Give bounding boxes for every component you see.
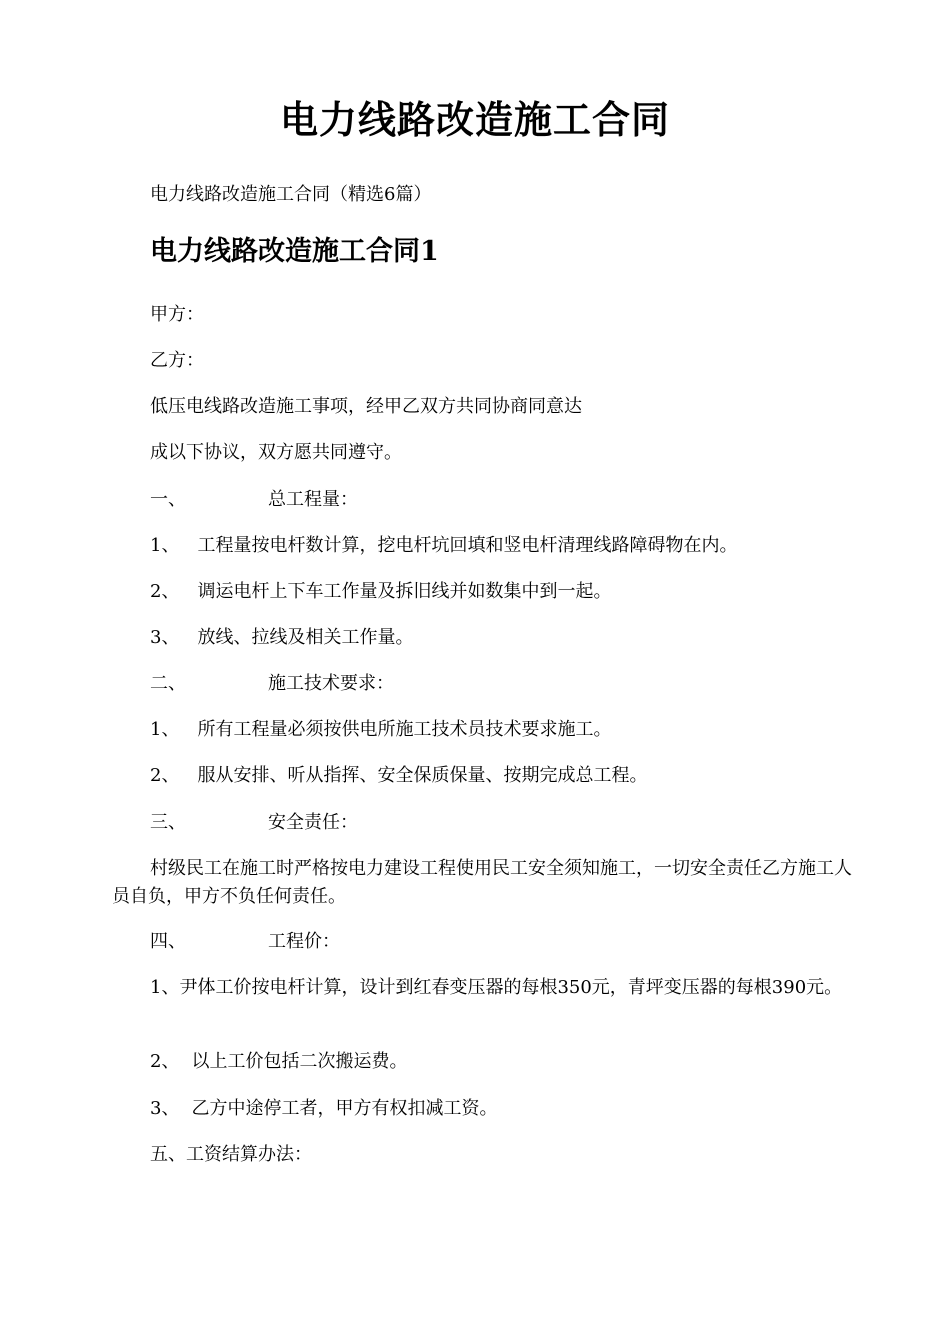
list-item [150, 534, 737, 558]
part-2-heading [150, 672, 394, 696]
list-item [150, 580, 611, 604]
list-item-number: 2、 [150, 581, 180, 602]
document-title: 电力线路改造施工合同 [279, 97, 670, 142]
list-item-text: 调运电杆上下车工作量及拆旧线并如数集中到一起。 [197, 581, 612, 602]
list-item-number: 1、 [150, 535, 180, 556]
part-4-number: 四、 [150, 931, 186, 952]
part-1-heading [150, 488, 358, 512]
list-item-text: 乙方中途停工者，甲方有权扣减工资。 [191, 1098, 498, 1119]
list-item-number: 3、 [150, 627, 180, 648]
list-item [150, 718, 611, 742]
party-b-label: 乙方： [150, 350, 204, 371]
part-4-paragraph: 1、尹体工价按电杆计算，设计到红春变压器的每根350元，青坪变压器的每根390元。 [150, 977, 843, 998]
list-item-text: 工程量按电杆数计算，挖电杆坑回填和竖电杆清理线路障碍物在内。 [197, 535, 738, 556]
list-item [150, 764, 647, 788]
part-1-number: 一、 [150, 489, 186, 510]
list-item [150, 1097, 497, 1121]
list-item-number: 2、 [150, 765, 180, 786]
intro-line-2: 成以下协议，双方愿共同遵守。 [150, 442, 402, 463]
list-item-number: 1、 [150, 719, 180, 740]
part-4-heading [150, 930, 340, 954]
list-item [150, 626, 413, 650]
list-item-text: 放线、拉线及相关工作量。 [197, 627, 414, 648]
part-3-label: 安全责任： [268, 812, 358, 833]
part-1-label: 总工程量： [268, 489, 358, 510]
list-item-number: 2、 [150, 1051, 180, 1072]
intro-line-1: 低压电线路改造施工事项，经甲乙双方共同协商同意达 [150, 396, 582, 417]
document-subtitle: 电力线路改造施工合同（精选6篇） [150, 184, 432, 205]
list-item [150, 1050, 407, 1074]
section-heading: 电力线路改造施工合同1 [150, 236, 439, 267]
list-item-text: 所有工程量必须按供电所施工技术员技术要求施工。 [197, 719, 612, 740]
part-3-heading [150, 811, 358, 835]
part-4-label: 工程价： [268, 931, 340, 952]
list-item-text: 服从安排、听从指挥、安全保质保量、按期完成总工程。 [197, 765, 648, 786]
part-3-number: 三、 [150, 812, 186, 833]
part-3-paragraph: 村级民工在施工时严格按电力建设工程使用民工安全须知施工，一切安全责任乙方施工人员自负，甲方不负任何责任。 [112, 858, 852, 907]
part-2-number: 二、 [150, 673, 186, 694]
part-5-heading: 五、工资结算办法： [150, 1144, 312, 1165]
list-item-number: 3、 [150, 1098, 180, 1119]
part-2-label: 施工技术要求： [268, 673, 394, 694]
party-a-label: 甲方： [150, 304, 204, 325]
list-item-text: 以上工价包括二次搬运费。 [191, 1051, 408, 1072]
